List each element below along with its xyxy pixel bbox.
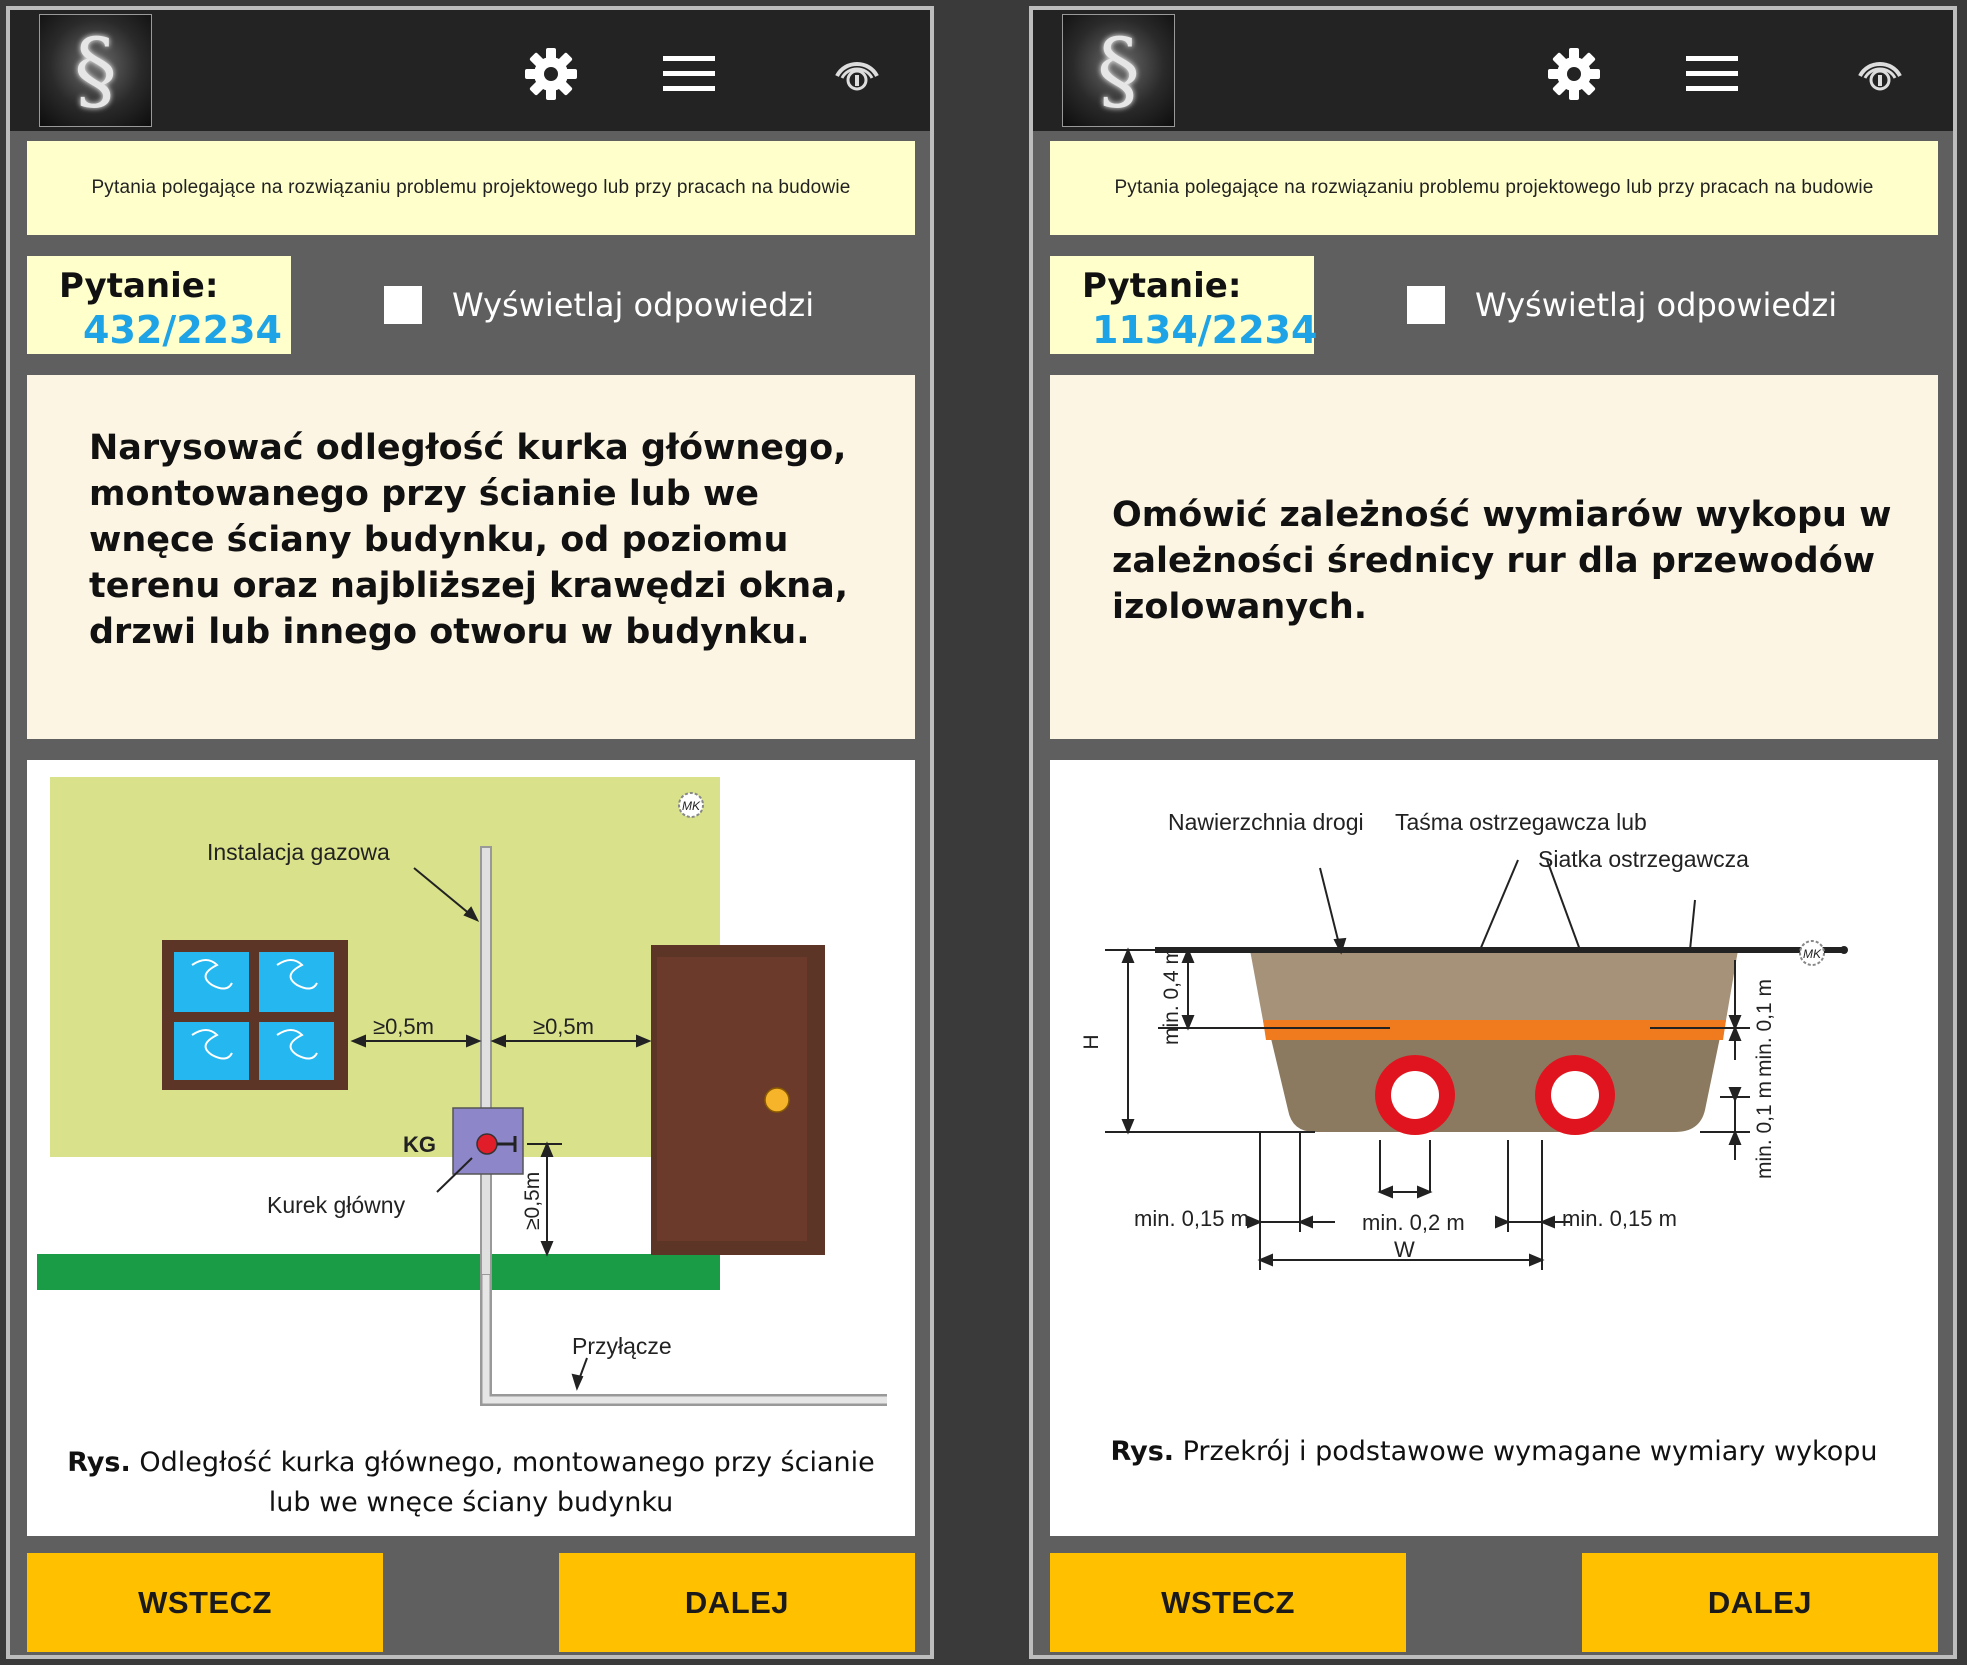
- svg-text:KG: KG: [403, 1132, 436, 1157]
- back-button[interactable]: WSTECZ: [27, 1553, 383, 1652]
- svg-text:min. 0,1 m: min. 0,1 m: [1753, 1080, 1776, 1180]
- top-bar: [1033, 10, 1953, 131]
- svg-text:Taśma ostrzegawcza lub: Taśma ostrzegawcza lub: [1395, 809, 1647, 835]
- svg-text:Siatka ostrzegawcza: Siatka ostrzegawcza: [1538, 846, 1749, 872]
- trench-cross-section-diagram: [1050, 760, 1938, 1420]
- app-logo[interactable]: §: [1062, 14, 1175, 127]
- svg-text:Nawierzchnia drogi: Nawierzchnia drogi: [1168, 809, 1364, 835]
- show-answers-checkbox[interactable]: [384, 286, 422, 324]
- figure-panel: [1050, 760, 1938, 1536]
- svg-text:H: H: [1080, 1034, 1103, 1050]
- question-text: Narysować odległość kurka głównego, montowanego przy ścianie lub we wnęce ściany budynku, od poziomu terenu oraz najbliższej krawędzi okna, drzwi lub innego otworu w budynku.: [89, 428, 849, 652]
- svg-text:Kurek główny: Kurek główny: [267, 1192, 406, 1218]
- phone-screen-right: [1029, 6, 1957, 1659]
- question-panel: [27, 375, 915, 739]
- category-text: Pytania polegające na rozwiązaniu problemu projektowego lub przy pracach na budowie: [91, 177, 851, 198]
- category-text: Pytania polegające na rozwiązaniu problemu projektowego lub przy pracach na budowie: [1114, 177, 1874, 198]
- svg-text:MK: MK: [682, 799, 700, 813]
- eye-icon[interactable]: [1852, 46, 1908, 102]
- question-panel: [1050, 375, 1938, 739]
- svg-text:min. 0,4 m: min. 0,4 m: [1160, 946, 1183, 1046]
- trench-drawing: [1155, 946, 1848, 1132]
- svg-text:≥0,5m: ≥0,5m: [373, 1014, 434, 1039]
- show-answers-label: Wyświetlaj odpowiedzi: [1475, 286, 1838, 324]
- question-counter: [27, 256, 291, 354]
- svg-text:min. 0,2 m: min. 0,2 m: [1362, 1210, 1465, 1235]
- svg-text:Instalacja gazowa: Instalacja gazowa: [207, 839, 390, 865]
- phone-screen-left: [6, 6, 934, 1659]
- gear-icon[interactable]: [523, 46, 579, 102]
- question-counter: [1050, 256, 1318, 354]
- svg-text:Przyłącze: Przyłącze: [572, 1333, 672, 1359]
- show-answers-label: Wyświetlaj odpowiedzi: [452, 286, 815, 324]
- svg-text:MK: MK: [1803, 947, 1821, 961]
- hamburger-menu-icon[interactable]: [661, 46, 717, 102]
- svg-text:W: W: [1394, 1237, 1415, 1262]
- question-text: Omówić zależność wymiarów wykopu w zależności średnicy rur dla przewodów izolowanych.: [1112, 495, 1892, 627]
- eye-icon[interactable]: [829, 46, 885, 102]
- category-banner: [1050, 141, 1938, 235]
- caption-text: Odległość kurka głównego, montowanego przy ścianie lub we wnęce ściany budynku: [130, 1447, 875, 1518]
- svg-text:min. 0,15 m: min. 0,15 m: [1134, 1206, 1249, 1231]
- back-button[interactable]: WSTECZ: [1050, 1553, 1406, 1652]
- hamburger-menu-icon[interactable]: [1684, 46, 1740, 102]
- next-button[interactable]: DALEJ: [559, 1553, 915, 1652]
- mk-logo-icon: [679, 793, 703, 817]
- figure-panel: [27, 760, 915, 1536]
- pipe-right-icon: [1535, 1055, 1615, 1135]
- svg-text:≥0,5m: ≥0,5m: [533, 1014, 594, 1039]
- question-number: 1134/2234: [1092, 308, 1318, 352]
- app-logo[interactable]: §: [39, 14, 152, 127]
- caption-text: Przekrój i podstawowe wymagane wymiary wykopu: [1174, 1436, 1878, 1467]
- figure-caption: [1066, 1432, 1922, 1472]
- question-label: Pytanie:: [59, 266, 219, 306]
- next-button[interactable]: DALEJ: [1582, 1553, 1938, 1652]
- svg-text:min. 0,1 m: min. 0,1 m: [1753, 978, 1776, 1078]
- show-answers-toggle[interactable]: [1407, 286, 1837, 324]
- show-answers-toggle[interactable]: [384, 286, 814, 324]
- caption-bold: Rys.: [1110, 1436, 1175, 1467]
- main-valve-icon: [477, 1134, 497, 1154]
- question-number: 432/2234: [83, 308, 282, 352]
- door-drawing: [651, 945, 825, 1255]
- pipe-left-icon: [1375, 1055, 1455, 1135]
- mk-logo-icon: [1800, 941, 1824, 965]
- figure-caption: [43, 1443, 899, 1523]
- gas-valve-diagram: [27, 760, 915, 1420]
- svg-text:min. 0,15 m: min. 0,15 m: [1562, 1206, 1677, 1231]
- top-bar: [10, 10, 930, 131]
- caption-bold: Rys.: [67, 1447, 131, 1478]
- show-answers-checkbox[interactable]: [1407, 286, 1445, 324]
- svg-text:≥0,5m: ≥0,5m: [521, 1171, 544, 1230]
- gear-icon[interactable]: [1546, 46, 1602, 102]
- question-label: Pytanie:: [1082, 266, 1242, 306]
- window-drawing: [162, 940, 348, 1090]
- category-banner: [27, 141, 915, 235]
